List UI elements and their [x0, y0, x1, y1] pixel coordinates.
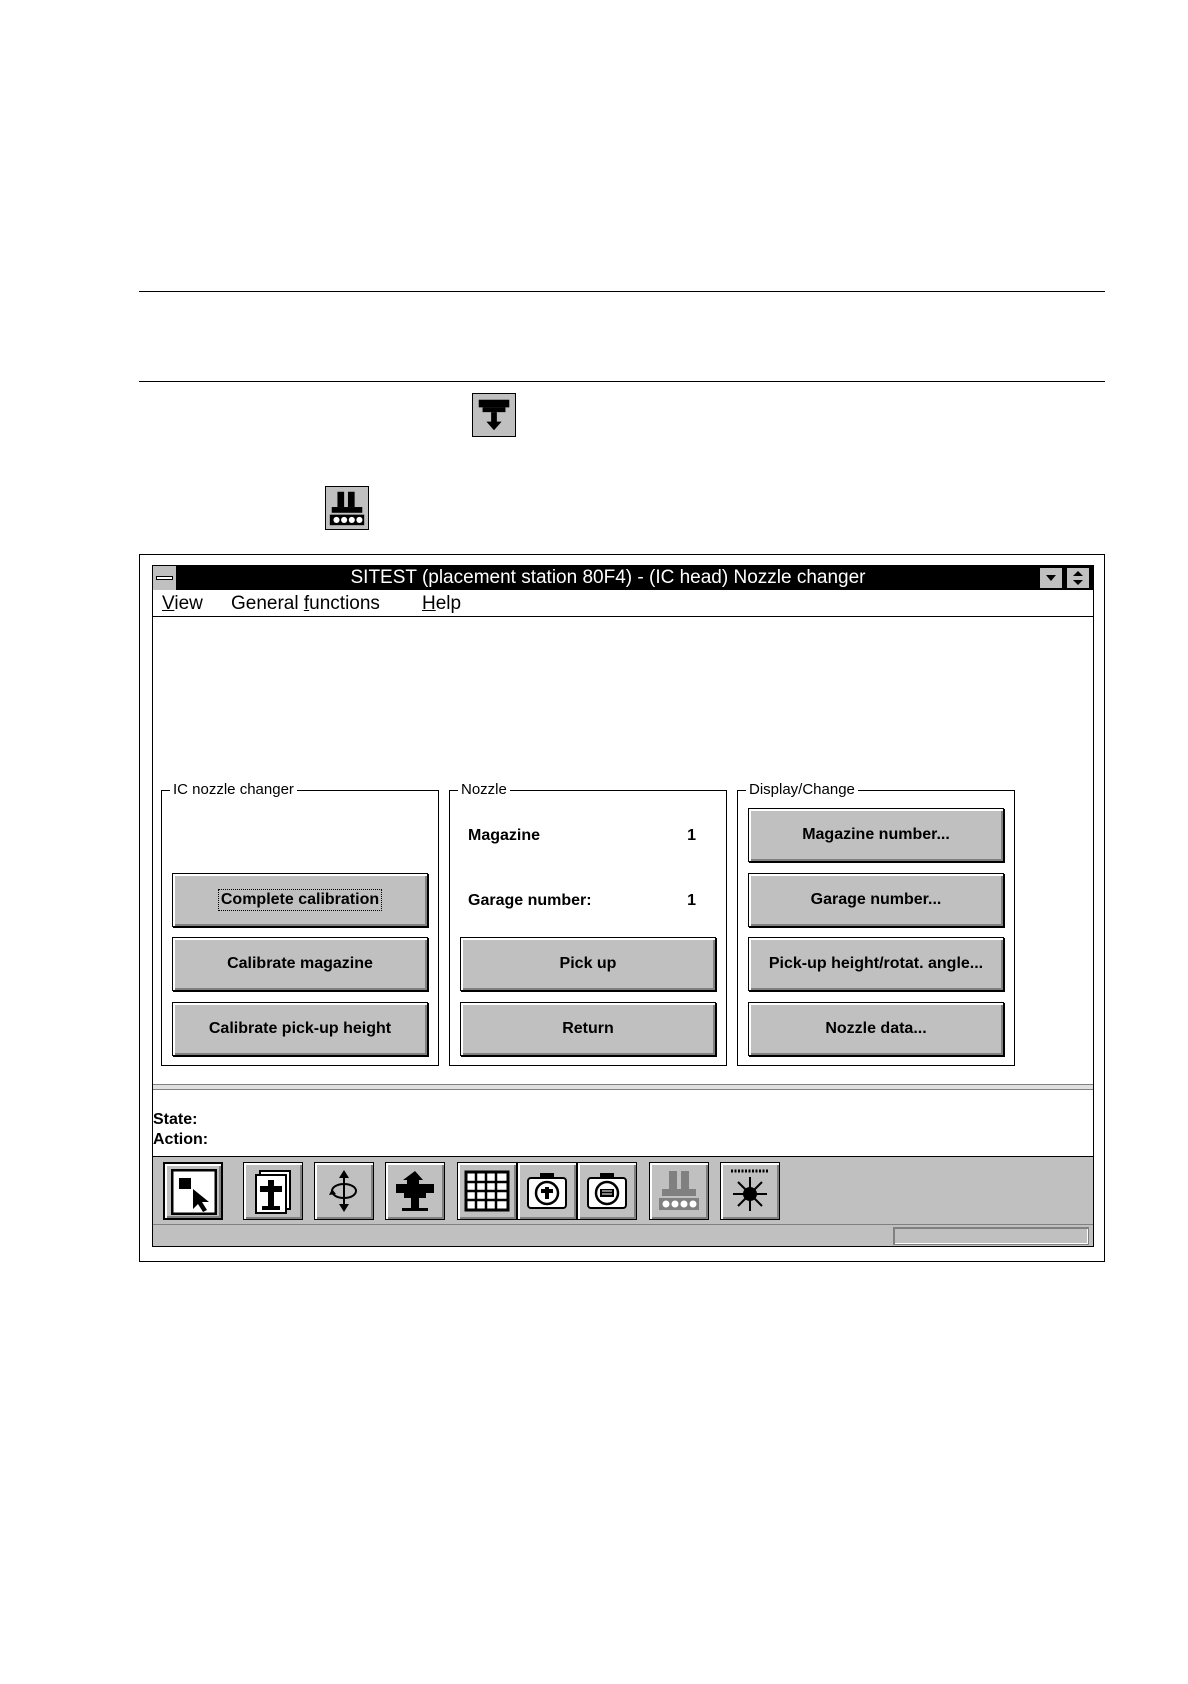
nozzle-data-button[interactable]: Nozzle data... [748, 1002, 1004, 1056]
magazine-value: 1 [687, 827, 696, 844]
nozzle-changer-icon [656, 1168, 702, 1214]
select-pointer-icon [171, 1169, 217, 1215]
garage-number-label: Garage number: [468, 892, 592, 909]
return-button[interactable]: Return [460, 1002, 716, 1056]
complete-calibration-button[interactable]: Complete calibration [172, 873, 428, 927]
status-panel [893, 1227, 1089, 1245]
action-label: Action: [153, 1131, 209, 1148]
minimize-arrow-icon [1044, 571, 1058, 585]
placement-head-icon [392, 1168, 438, 1214]
nozzle-changer-icon [325, 486, 369, 530]
garage-number-button[interactable]: Garage number... [748, 873, 1004, 927]
grid-table-button[interactable] [457, 1162, 517, 1220]
pickup-height-rotation-button[interactable]: Pick-up height/rotat. angle... [748, 937, 1004, 991]
group-title: Nozzle [458, 781, 510, 799]
laser-icon [727, 1168, 773, 1214]
grid-table-icon [464, 1168, 510, 1214]
restore-button[interactable] [1066, 567, 1090, 589]
stack-feeder-button[interactable] [243, 1162, 303, 1220]
ic-nozzle-changer-group [161, 781, 439, 1066]
system-menu-icon[interactable] [153, 566, 177, 590]
state-label: State: [153, 1111, 198, 1128]
garage-number-value: 1 [687, 892, 696, 909]
calibrate-pickup-height-button[interactable]: Calibrate pick-up height [172, 1002, 428, 1056]
menu-view[interactable]: View [162, 593, 203, 614]
camera-component-icon [524, 1168, 570, 1214]
menu-general-functions[interactable]: General functions [231, 593, 380, 614]
status-bar [153, 1224, 1093, 1246]
group-title: Display/Change [746, 781, 858, 799]
select-pointer-button[interactable] [163, 1162, 223, 1220]
rotate-axis-button[interactable] [314, 1162, 374, 1220]
window-title: SITEST (placement station 80F4) - (IC head) Nozzle changer [350, 567, 866, 588]
separator [153, 1084, 1093, 1090]
calibrate-magazine-button[interactable]: Calibrate magazine [172, 937, 428, 991]
laser-button[interactable] [720, 1162, 780, 1220]
camera-component-button[interactable] [517, 1162, 577, 1220]
placement-head-button[interactable] [385, 1162, 445, 1220]
horizontal-rule-top [139, 291, 1105, 292]
rotate-axis-icon [321, 1168, 367, 1214]
nozzle-changer-button[interactable] [649, 1162, 709, 1220]
pick-up-button[interactable]: Pick up [460, 937, 716, 991]
magazine-number-button[interactable]: Magazine number... [748, 808, 1004, 862]
application-window [152, 565, 1094, 1247]
minimize-button[interactable] [1039, 567, 1063, 589]
restore-arrows-icon [1071, 571, 1085, 585]
stack-feeder-icon [250, 1168, 296, 1214]
nozzle-group [449, 781, 727, 1066]
horizontal-rule-bottom [139, 381, 1105, 382]
screenshot-frame [139, 554, 1105, 1262]
menu-bar [153, 590, 1093, 617]
group-title: IC nozzle changer [170, 781, 297, 799]
magazine-label: Magazine [468, 827, 541, 844]
display-change-group [737, 781, 1015, 1066]
camera-board-icon [584, 1168, 630, 1214]
toolbar [153, 1156, 1093, 1224]
menu-help[interactable]: Help [422, 593, 462, 614]
camera-board-button[interactable] [577, 1162, 637, 1220]
placement-head-icon [472, 393, 516, 437]
title-bar[interactable] [153, 566, 1093, 590]
